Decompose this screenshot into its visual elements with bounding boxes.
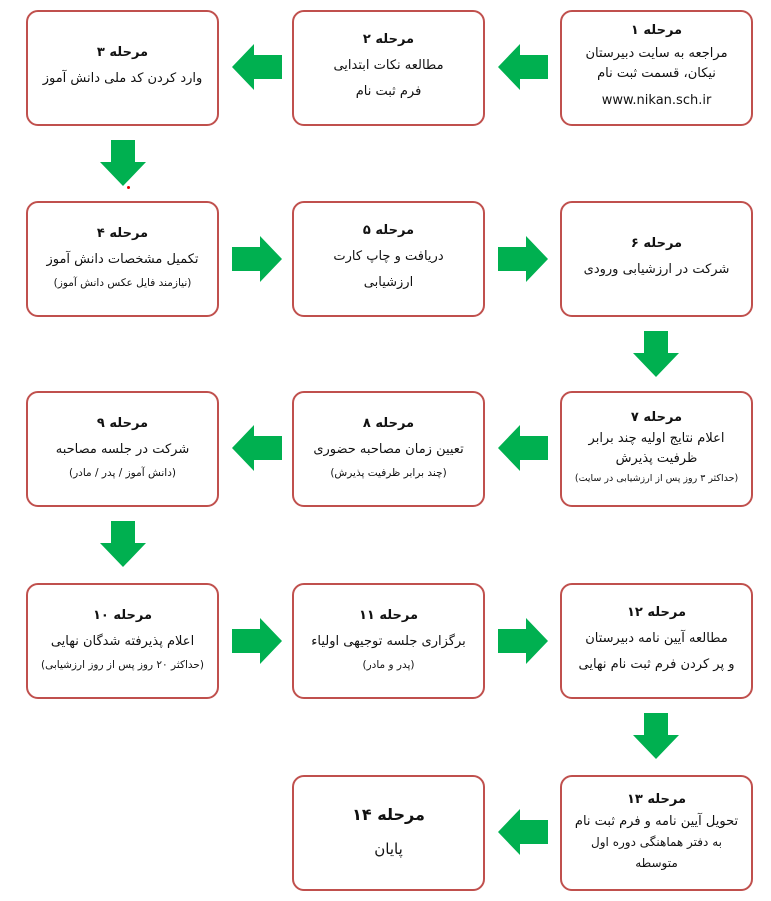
arrow-4-to-5 (232, 236, 282, 282)
step-4-title: مرحله ۴ (96, 225, 149, 241)
step-5 (292, 201, 485, 317)
step-13-line-2: به دفتر هماهنگی دوره اول (591, 835, 722, 849)
step-7-title: مرحله ۷ (630, 409, 683, 425)
step-13 (560, 775, 753, 891)
step-8-note: (چند برابر ظرفیت پذیرش) (330, 466, 447, 479)
step-14 (292, 775, 485, 891)
step-13-line-1: تحویل آیین نامه و فرم ثبت نام (574, 814, 739, 829)
step-4 (26, 201, 219, 317)
step-9-title: مرحله ۹ (96, 415, 149, 431)
arrow-2-to-3 (232, 44, 282, 90)
step-1 (560, 10, 753, 126)
arrow-8-to-9 (232, 425, 282, 471)
step-3 (26, 10, 219, 126)
step-6-line-1: شرکت در ارزشیابی ورودی (583, 261, 730, 277)
step-2-line-1: مطالعه نکات ابتدایی (333, 57, 444, 73)
step-2-line-2: فرم ثبت نام (355, 83, 422, 99)
step-12-title: مرحله ۱۲ (626, 604, 687, 620)
step-10-line-1: اعلام پذیرفته شدگان نهایی (50, 633, 195, 649)
step-4-note: (نیازمند فایل عکس دانش آموز) (53, 276, 192, 289)
step-7 (560, 391, 753, 507)
step-12-line-2: و پر کردن فرم ثبت نام نهایی (578, 656, 735, 672)
step-3-line-1: وارد کردن کد ملی دانش آموز (42, 70, 203, 86)
step-7-line-1: اعلام نتایج اولیه چند برابر (588, 430, 725, 446)
arrow-12-to-13 (633, 713, 679, 759)
arrow-5-to-6 (498, 236, 548, 282)
step-9-line-1: شرکت در جلسه مصاحبه (55, 441, 190, 457)
step-8-title: مرحله ۸ (362, 415, 415, 431)
step-2-title: مرحله ۲ (362, 31, 415, 47)
arrow-11-to-12 (498, 618, 548, 664)
step-10 (26, 583, 219, 699)
step-2 (292, 10, 485, 126)
step-14-line-1: پایان (374, 839, 403, 858)
step-10-note: (حداکثر ۲۰ روز پس از روز ارزشیابی) (41, 658, 205, 671)
arrow-7-to-8 (498, 425, 548, 471)
step-5-line-2: ارزشیابی (363, 274, 414, 290)
arrow-3-to-4 (100, 140, 146, 186)
step-11-line-1: برگزاری جلسه توجیهی اولیاء (311, 633, 466, 649)
step-13-title: مرحله ۱۳ (626, 792, 687, 807)
arrow-13-to-14 (498, 809, 548, 855)
step-9-note: (دانش آموز / پدر / مادر) (69, 466, 176, 479)
step-4-line-1: تکمیل مشخصات دانش آموز (46, 251, 199, 267)
step-5-title: مرحله ۵ (362, 222, 415, 238)
step-12 (560, 583, 753, 699)
step-1-url: www.nikan.sch.ir (601, 92, 712, 108)
step-6 (560, 201, 753, 317)
step-11 (292, 583, 485, 699)
step-8-line-1: تعیین زمان مصاحبه حضوری (313, 441, 464, 457)
arrow-1-to-2 (498, 44, 548, 90)
step-10-title: مرحله ۱۰ (92, 607, 153, 623)
step-12-line-1: مطالعه آیین نامه دبیرستان (585, 630, 728, 646)
step-9 (26, 391, 219, 507)
step-1-title: مرحله ۱ (630, 22, 683, 38)
step-1-line-2: نیکان، قسمت ثبت نام (597, 65, 716, 81)
step-14-title: مرحله ۱۴ (352, 804, 425, 824)
step-13-line-3: متوسطه (635, 856, 678, 870)
step-11-title: مرحله ۱۱ (358, 607, 419, 623)
step-7-line-2: ظرفیت پذیرش (615, 450, 698, 466)
step-11-note: (پدر و مادر) (362, 658, 415, 671)
step-3-title: مرحله ۳ (96, 44, 149, 60)
arrow-10-to-11 (232, 618, 282, 664)
step-6-title: مرحله ۶ (630, 235, 683, 251)
red-dot-mark (127, 186, 130, 189)
step-5-line-1: دریافت و چاپ کارت (333, 248, 444, 264)
arrow-9-to-10 (100, 521, 146, 567)
arrow-6-to-7 (633, 331, 679, 377)
step-7-note: (حداکثر ۳ روز پس از ارزشیابی در سایت) (574, 472, 739, 484)
step-1-line-1: مراجعه به سایت دبیرستان (585, 45, 728, 61)
step-8 (292, 391, 485, 507)
